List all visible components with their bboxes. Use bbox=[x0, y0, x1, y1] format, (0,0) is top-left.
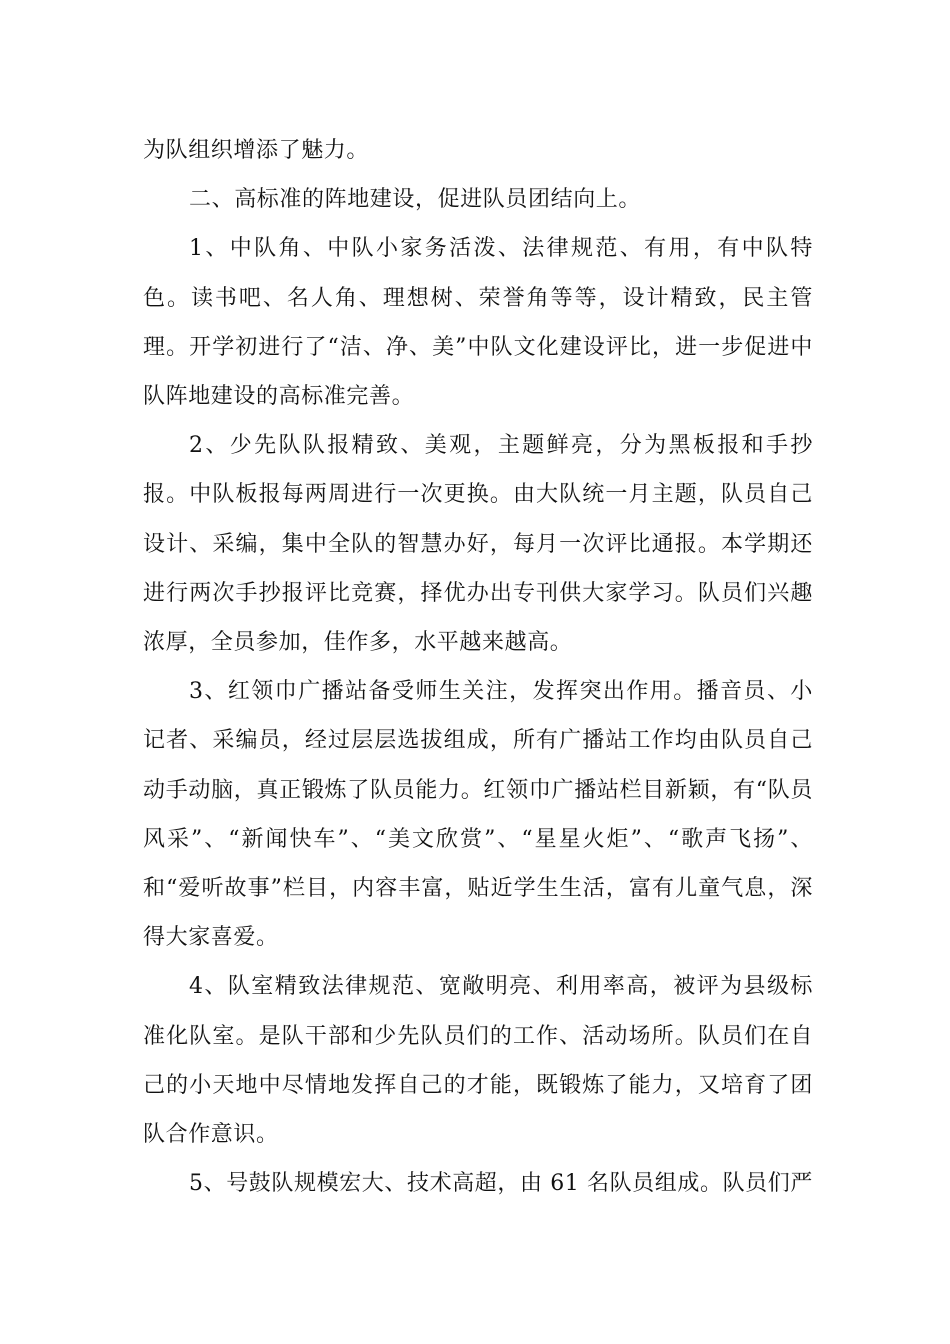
document-body bbox=[143, 126, 813, 1208]
section-heading: 二、高标准的阵地建设，促进队员团结向上。 bbox=[189, 187, 642, 213]
paragraph-item-4: 4、队室精致法律规范、宽敞明亮、利用率高，被评为县级标准化队室。是队干部和少先队员们的工作、活动场所。队员们在自己的小天地中尽情地发挥自己的才能，既锻炼了能力，又培育了团队合作意识。 bbox=[143, 974, 813, 1148]
paragraph-item-5: 5、号鼓队规模宏大、技术高超，由 61 名队员组成。队员们严 bbox=[189, 1171, 813, 1197]
paragraph-item-2: 2、少先队队报精致、美观，主题鲜亮，分为黑板报和手抄报。中队板报每两周进行一次更换。由大队统一月主题，队员自己设计、采编，集中全队的智慧办好，每月一次评比通报。本学期还进行两次手抄报评比竞赛，择优办出专刊供大家学习。队员们兴趣浓厚，全员参加，佳作多，水平越来越高。 bbox=[143, 433, 813, 656]
paragraph-item-3: 3、红领巾广播站备受师生关注，发挥突出作用。播音员、小记者、采编员，经过层层选拔组成，所有广播站工作均由队员自己动手动脑，真正锻炼了队员能力。红领巾广播站栏目新颖，有“队员风采”、“新闻快车”、“美文欣赏”、“星星火炬”、“歌声飞扬”、和“爱听故事”栏目，内容丰富，贴近学生生活，富有儿童气息，深得大家喜爱。 bbox=[143, 679, 813, 951]
paragraph-item-1: 1、中队角、中队小家务活泼、法律规范、有用，有中队特色。读书吧、名人角、理想树、荣誉角等等，设计精致，民主管理。开学初进行了“洁、净、美”中队文化建设评比，进一步促进中队阵地建设的高标准完善。 bbox=[143, 236, 813, 410]
paragraph-continuation: 为队组织增添了魅力。 bbox=[143, 138, 370, 163]
